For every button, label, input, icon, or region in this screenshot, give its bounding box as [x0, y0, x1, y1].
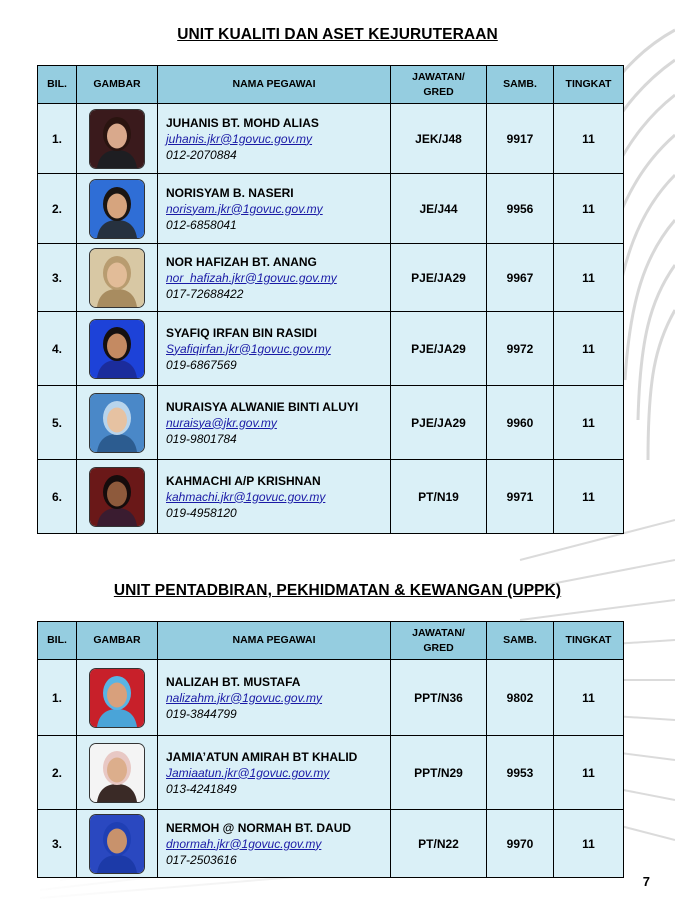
staff-photo: [90, 669, 144, 727]
staff-phone: 019-6867569: [166, 357, 237, 372]
staff-info-cell: [158, 660, 391, 736]
staff-name: NORISYAM B. NASERI: [166, 185, 294, 200]
position-grade: PT/N19: [391, 460, 487, 534]
photo-cell: [77, 312, 158, 386]
staff-info-cell: [158, 736, 391, 810]
photo-cell: [77, 104, 158, 174]
staff-info-cell: [158, 810, 391, 878]
header-bil: BIL.: [38, 66, 77, 104]
row-number: 2.: [38, 736, 77, 810]
floor-level: 11: [554, 460, 624, 534]
header-tingkat: TINGKAT: [554, 622, 624, 660]
table-row: [38, 386, 624, 460]
header-bil: BIL.: [38, 622, 77, 660]
row-number: 1.: [38, 660, 77, 736]
position-grade: PJE/JA29: [391, 386, 487, 460]
staff-phone: 019-9801784: [166, 431, 237, 446]
floor-level: 11: [554, 244, 624, 312]
staff-photo: [90, 249, 144, 307]
staff-name: KAHMACHI A/P KRISHNAN: [166, 473, 321, 488]
header-nama: NAMA PEGAWAI: [158, 622, 391, 660]
staff-name: SYAFIQ IRFAN BIN RASIDI: [166, 325, 317, 340]
header-tingkat: TINGKAT: [554, 66, 624, 104]
header-jawatan: [391, 622, 487, 660]
photo-cell: [77, 660, 158, 736]
position-grade: PT/N22: [391, 810, 487, 878]
photo-cell: [77, 174, 158, 244]
extension-number: 9802: [487, 660, 554, 736]
row-number: 6.: [38, 460, 77, 534]
staff-email-link[interactable]: nalizahm.jkr@1govuc.gov.my: [166, 690, 323, 705]
header-gambar: GAMBAR: [77, 622, 158, 660]
position-grade: PPT/N36: [391, 660, 487, 736]
staff-name: JAMIA’ATUN AMIRAH BT KHALID: [166, 749, 358, 764]
extension-number: 9953: [487, 736, 554, 810]
extension-number: 9970: [487, 810, 554, 878]
extension-number: 9971: [487, 460, 554, 534]
header-jawatan-line1: JAWATAN/: [412, 627, 465, 640]
staff-name: JUHANIS BT. MOHD ALIAS: [166, 115, 319, 130]
photo-cell: [77, 244, 158, 312]
header-jawatan-line2: GRED: [423, 641, 454, 654]
floor-level: 11: [554, 660, 624, 736]
page-number: 7: [642, 874, 650, 889]
staff-photo: [90, 744, 144, 802]
position-grade: JEK/J48: [391, 104, 487, 174]
staff-info-cell: [158, 312, 391, 386]
photo-cell: [77, 386, 158, 460]
section-title-kualiti-aset: UNIT KUALITI DAN ASET KEJURUTERAAN: [177, 26, 498, 43]
staff-info-cell: [158, 460, 391, 534]
table-header-row: [38, 622, 624, 660]
staff-name: NOR HAFIZAH BT. ANANG: [166, 254, 317, 269]
row-number: 5.: [38, 386, 77, 460]
header-nama: NAMA PEGAWAI: [158, 66, 391, 104]
staff-email-link[interactable]: norisyam.jkr@1govuc.gov.my: [166, 201, 323, 216]
staff-phone: 013-4241849: [166, 781, 237, 796]
staff-table-kualiti-aset: [37, 65, 624, 534]
extension-number: 9917: [487, 104, 554, 174]
staff-name: NURAISYA ALWANIE BINTI ALUYI: [166, 399, 359, 414]
header-jawatan-line2: GRED: [423, 85, 454, 98]
floor-level: 11: [554, 174, 624, 244]
staff-email-link[interactable]: nuraisya@jkr.gov.my: [166, 415, 277, 430]
section-title-uppk: UNIT PENTADBIRAN, PEKHIDMATAN & KEWANGAN (UPPK): [113, 582, 562, 599]
header-jawatan-line1: JAWATAN/: [412, 71, 465, 84]
position-grade: JE/J44: [391, 174, 487, 244]
table-row: [38, 244, 624, 312]
staff-email-link[interactable]: nor_hafizah.jkr@1govuc.gov.my: [166, 270, 337, 285]
row-number: 4.: [38, 312, 77, 386]
header-jawatan: [391, 66, 487, 104]
position-grade: PJE/JA29: [391, 312, 487, 386]
staff-info-cell: [158, 104, 391, 174]
staff-photo: [90, 320, 144, 378]
photo-cell: [77, 810, 158, 878]
staff-phone: 019-4958120: [166, 505, 237, 520]
header-gambar: GAMBAR: [77, 66, 158, 104]
row-number: 1.: [38, 104, 77, 174]
position-grade: PPT/N29: [391, 736, 487, 810]
staff-table-uppk: [37, 621, 624, 878]
staff-phone: 017-72688422: [166, 286, 244, 301]
staff-photo: [90, 180, 144, 238]
staff-phone: 012-6858041: [166, 217, 237, 232]
floor-level: 11: [554, 104, 624, 174]
row-number: 3.: [38, 244, 77, 312]
photo-cell: [77, 460, 158, 534]
staff-photo: [90, 110, 144, 168]
floor-level: 11: [554, 810, 624, 878]
staff-email-link[interactable]: Syafiqirfan.jkr@1govuc.gov.my: [166, 341, 331, 356]
staff-photo: [90, 394, 144, 452]
extension-number: 9960: [487, 386, 554, 460]
extension-number: 9967: [487, 244, 554, 312]
staff-info-cell: [158, 174, 391, 244]
header-samb: SAMB.: [487, 66, 554, 104]
table-row: [38, 174, 624, 244]
staff-email-link[interactable]: Jamiaatun.jkr@1govuc.gov.my: [166, 765, 330, 780]
staff-phone: 017-2503616: [166, 852, 237, 867]
table-row: [38, 660, 624, 736]
photo-cell: [77, 736, 158, 810]
staff-name: NALIZAH BT. MUSTAFA: [166, 674, 301, 689]
extension-number: 9972: [487, 312, 554, 386]
table-row: [38, 736, 624, 810]
staff-name: NERMOH @ NORMAH BT. DAUD: [166, 820, 352, 835]
staff-email-link[interactable]: juhanis.jkr@1govuc.gov.my: [166, 131, 313, 146]
extension-number: 9956: [487, 174, 554, 244]
staff-email-link[interactable]: kahmachi.jkr@1govuc.gov.my: [166, 489, 326, 504]
table-header-row: [38, 66, 624, 104]
position-grade: PJE/JA29: [391, 244, 487, 312]
staff-info-cell: [158, 386, 391, 460]
floor-level: 11: [554, 386, 624, 460]
row-number: 2.: [38, 174, 77, 244]
table-row: [38, 460, 624, 534]
staff-photo: [90, 468, 144, 526]
floor-level: 11: [554, 312, 624, 386]
staff-photo: [90, 815, 144, 873]
staff-info-cell: [158, 244, 391, 312]
row-number: 3.: [38, 810, 77, 878]
staff-email-link[interactable]: dnormah.jkr@1govuc.gov.my: [166, 836, 322, 851]
floor-level: 11: [554, 736, 624, 810]
table-row: [38, 104, 624, 174]
header-samb: SAMB.: [487, 622, 554, 660]
staff-phone: 019-3844799: [166, 706, 237, 721]
table-row: [38, 810, 624, 878]
table-row: [38, 312, 624, 386]
staff-phone: 012-2070884: [166, 147, 237, 162]
